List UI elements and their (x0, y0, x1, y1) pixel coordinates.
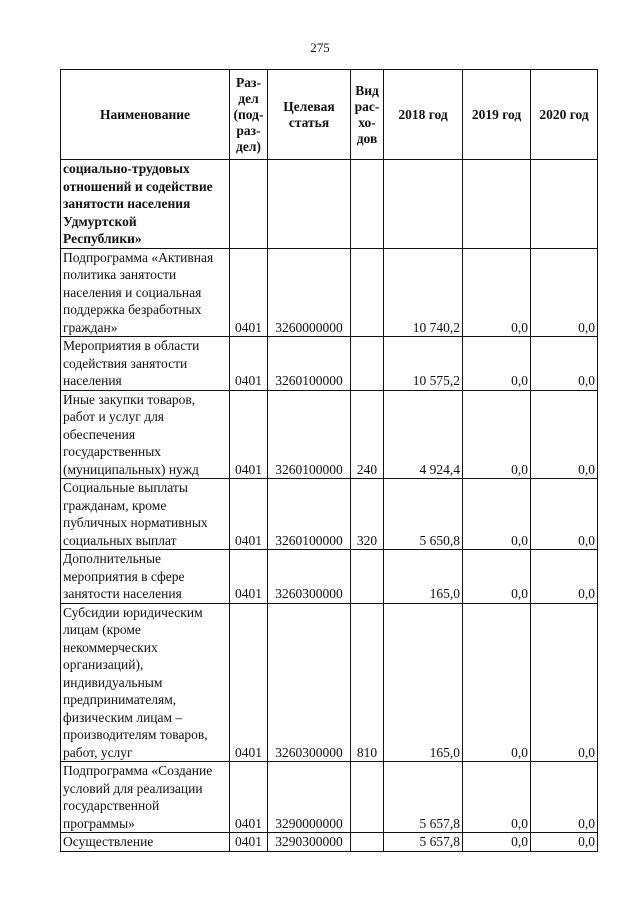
header-razdel: Раз- дел (под- раз- дел) (230, 70, 268, 160)
table-body (61, 160, 598, 852)
cell-y2018: 165,0 (384, 550, 463, 604)
cell-razdel: 0401 (230, 833, 268, 852)
table-row (61, 762, 598, 833)
cell-csr: 3290000000 (268, 762, 351, 833)
cell-y2019: 0,0 (463, 337, 531, 391)
cell-csr: 3260000000 (268, 248, 351, 337)
cell-csr: 3260100000 (268, 337, 351, 391)
cell-vid (351, 337, 384, 391)
table-row (61, 479, 598, 550)
cell-razdel: 0401 (230, 337, 268, 391)
cell-y2020: 0,0 (531, 833, 598, 852)
cell-y2018: 10 740,2 (384, 248, 463, 337)
cell-y2020: 0,0 (531, 603, 598, 762)
cell-vid: 240 (351, 390, 384, 479)
cell-name: Осуществление (61, 833, 230, 852)
cell-name: Иные закупки товаров, работ и услуг для обеспечения государственных (муниципальных) нужд (61, 390, 230, 479)
cell-y2018: 5 657,8 (384, 762, 463, 833)
cell-name: Социальные выплаты гражданам, кроме публичных нормативных социальных выплат (61, 479, 230, 550)
cell-csr: 3290300000 (268, 833, 351, 852)
cell-razdel (230, 160, 268, 249)
header-vid: Вид рас- хо- дов (351, 70, 384, 160)
cell-y2019: 0,0 (463, 603, 531, 762)
cell-y2018: 5 657,8 (384, 833, 463, 852)
cell-csr: 3260100000 (268, 390, 351, 479)
cell-y2018: 10 575,2 (384, 337, 463, 391)
table-row (61, 337, 598, 391)
cell-csr: 3260100000 (268, 479, 351, 550)
cell-y2018 (384, 160, 463, 249)
table-row (61, 833, 598, 852)
cell-y2019: 0,0 (463, 390, 531, 479)
page-number: 275 (310, 40, 330, 55)
cell-vid: 810 (351, 603, 384, 762)
cell-y2019: 0,0 (463, 833, 531, 852)
cell-y2020: 0,0 (531, 550, 598, 604)
cell-name: Дополнительные мероприятия в сфере занятости населения (61, 550, 230, 604)
table-row (61, 248, 598, 337)
cell-razdel: 0401 (230, 390, 268, 479)
cell-vid (351, 550, 384, 604)
budget-table (60, 69, 598, 852)
cell-name: Мероприятия в области содействия занятости населения (61, 337, 230, 391)
table-header-row (61, 70, 598, 160)
cell-y2018: 4 924,4 (384, 390, 463, 479)
cell-y2018: 165,0 (384, 603, 463, 762)
header-csr: Целевая статья (268, 70, 351, 160)
cell-razdel: 0401 (230, 479, 268, 550)
cell-razdel: 0401 (230, 550, 268, 604)
cell-name: Подпрограмма «Активная политика занятости населения и социальная поддержка безработных граждан» (61, 248, 230, 337)
cell-vid (351, 160, 384, 249)
cell-y2020: 0,0 (531, 337, 598, 391)
cell-razdel: 0401 (230, 762, 268, 833)
header-2020: 2020 год (531, 70, 598, 160)
cell-y2019: 0,0 (463, 479, 531, 550)
table-row (61, 390, 598, 479)
cell-y2020: 0,0 (531, 479, 598, 550)
cell-y2020: 0,0 (531, 248, 598, 337)
cell-name: Субсидии юридическим лицам (кроме некоммерческих организаций), индивидуальным предпринимателям, физическим лицам – производителям товаров, работ, услуг (61, 603, 230, 762)
cell-y2019: 0,0 (463, 762, 531, 833)
header-name: Наименование (61, 70, 230, 160)
cell-csr (268, 160, 351, 249)
cell-y2019: 0,0 (463, 550, 531, 604)
cell-y2020: 0,0 (531, 762, 598, 833)
header-2019: 2019 год (463, 70, 531, 160)
cell-vid: 320 (351, 479, 384, 550)
cell-name: социально-трудовых отношений и содействие занятости населения Удмуртской Республики» (61, 160, 230, 249)
cell-y2020 (531, 160, 598, 249)
cell-razdel: 0401 (230, 603, 268, 762)
header-2018: 2018 год (384, 70, 463, 160)
table-row (61, 550, 598, 604)
cell-csr: 3260300000 (268, 603, 351, 762)
cell-razdel: 0401 (230, 248, 268, 337)
cell-y2019 (463, 160, 531, 249)
cell-name: Подпрограмма «Создание условий для реализации государственной программы» (61, 762, 230, 833)
cell-y2018: 5 650,8 (384, 479, 463, 550)
cell-y2020: 0,0 (531, 390, 598, 479)
table-row (61, 160, 598, 249)
table-row (61, 603, 598, 762)
cell-y2019: 0,0 (463, 248, 531, 337)
cell-vid (351, 762, 384, 833)
cell-csr: 3260300000 (268, 550, 351, 604)
cell-vid (351, 833, 384, 852)
cell-vid (351, 248, 384, 337)
